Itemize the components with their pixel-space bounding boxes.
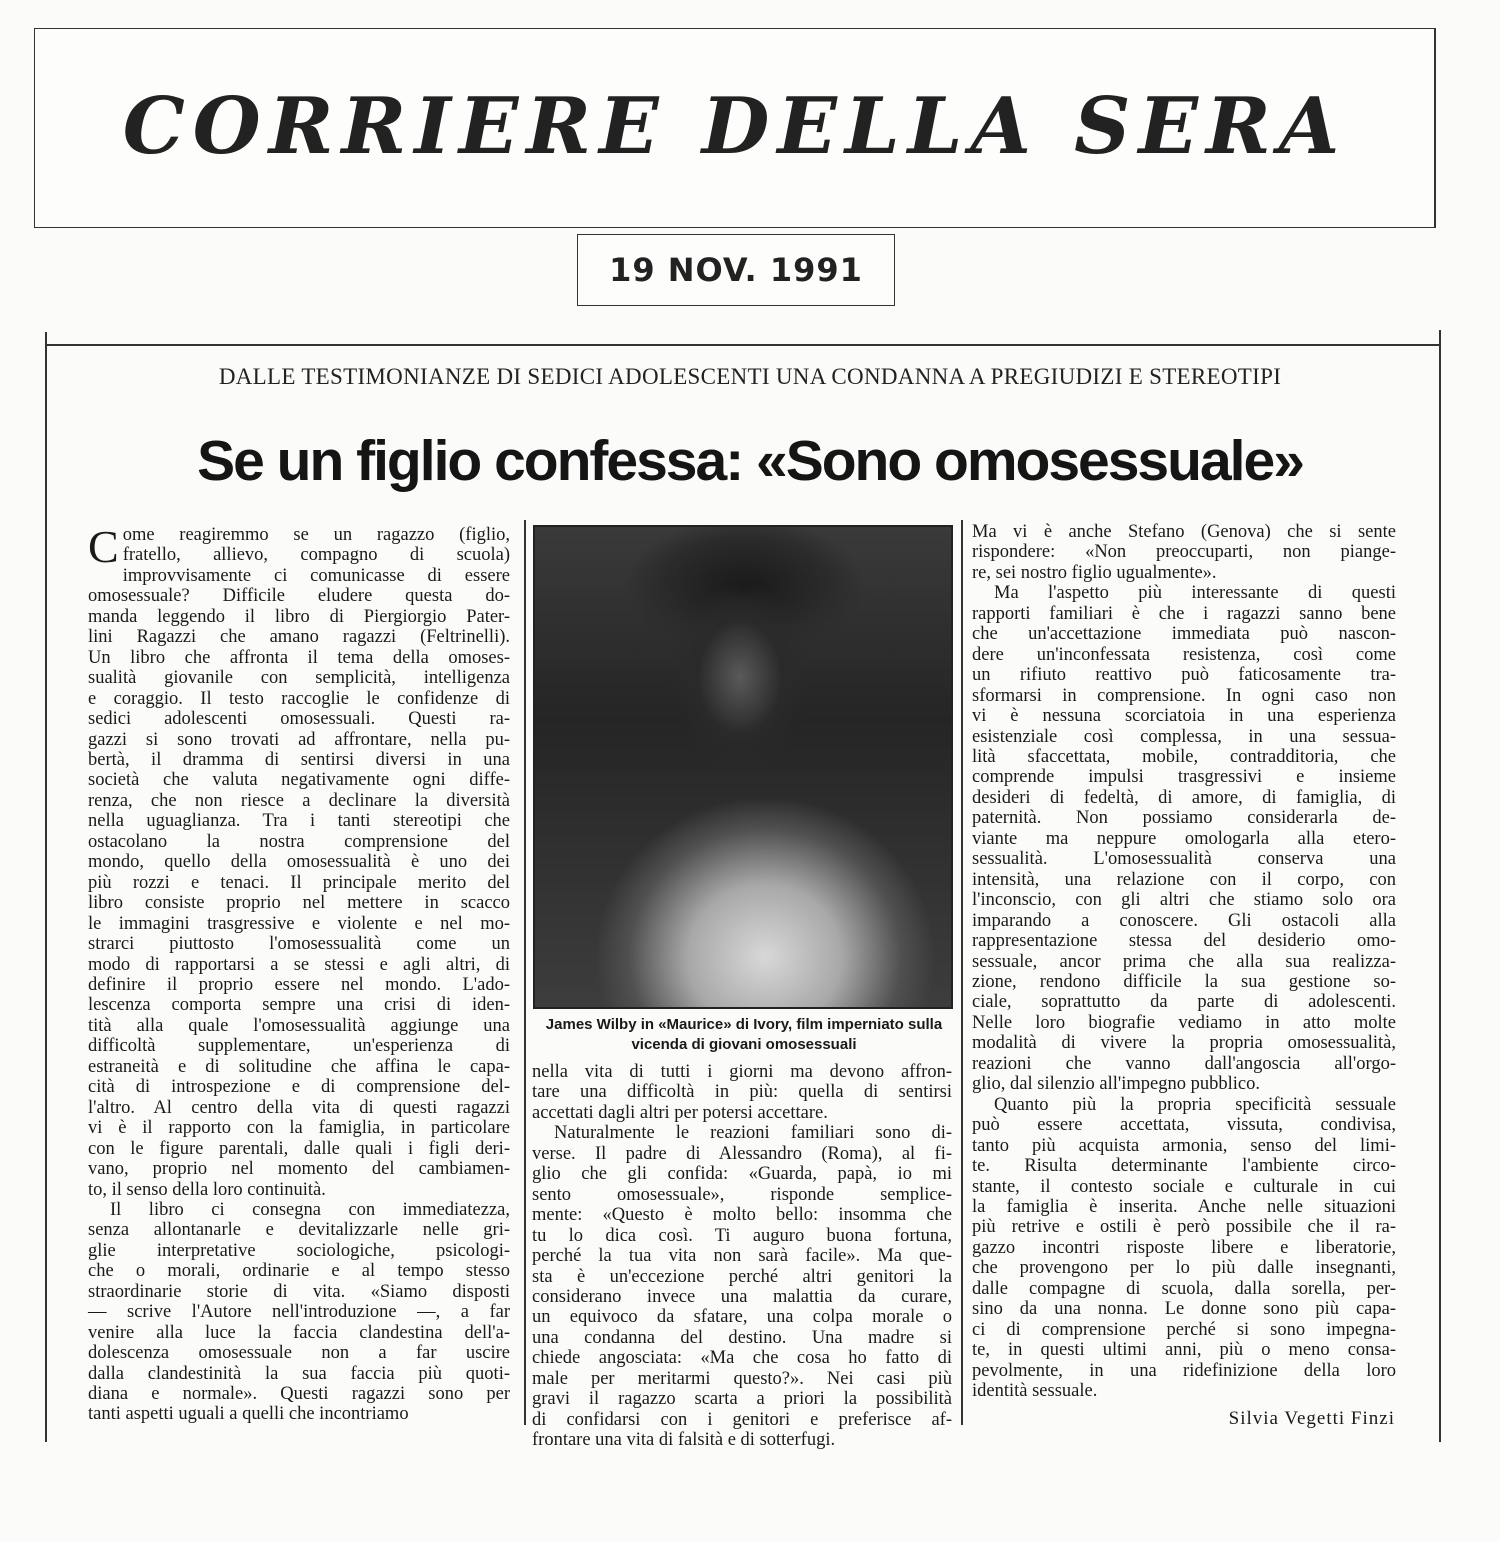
text-line-content: gazzo incontri risposte libere e liberatorie, (972, 1237, 1396, 1258)
text-line-content: nella vita di tutti i giorni ma devono affron- (532, 1062, 952, 1082)
text-line-content: sta è un'eccezione perché altri genitori la (532, 1266, 952, 1287)
text-line-content: te. Risulta determinante l'ambiente circo- (972, 1156, 1396, 1177)
text-line (88, 607, 510, 627)
text-line (88, 811, 510, 831)
text-line-content: una condanna del destino. Una madre si (532, 1327, 952, 1348)
text-line-content: venire alla luce la faccia clandestina dell'a- (88, 1322, 510, 1343)
text-line (972, 583, 1396, 603)
text-line (88, 1364, 510, 1384)
text-line (972, 1197, 1396, 1217)
text-line-content: re, sei nostro figlio ugualmente». (972, 562, 1217, 583)
text-line-content: desideri di fedeltà, di amore, di famiglia, di (972, 787, 1396, 808)
text-line-content: nella uguaglianza. Tra i tanti stereotipi che (88, 811, 510, 832)
text-line (88, 1057, 510, 1077)
text-line-content: dolescenza omosessuale non a far uscire (88, 1343, 510, 1364)
text-line-content: dalla clandestinità la sua faccia più quoti- (88, 1363, 510, 1384)
text-line (972, 829, 1396, 849)
text-line-content: comprende impulsi trasgressivi e insieme (972, 767, 1396, 788)
text-line (88, 689, 510, 709)
text-line (972, 788, 1396, 808)
text-line (532, 1164, 952, 1184)
text-line (88, 1098, 510, 1118)
text-line (972, 645, 1396, 665)
text-line (88, 1384, 510, 1404)
text-line (88, 1261, 510, 1281)
text-line-content: glio, dal silenzio all'impegno pubblico. (972, 1074, 1260, 1095)
text-line (972, 624, 1396, 644)
text-line (972, 767, 1396, 787)
text-line (88, 1220, 510, 1240)
text-line-content: lini Ragazzi che amano ragazzi (Feltrinelli). (88, 627, 510, 648)
text-line-content: sessualità. L'omosessualità conserva una (972, 849, 1396, 870)
text-line-content: che un'accettazione immediata può nascon- (972, 624, 1396, 645)
text-line (972, 727, 1396, 747)
text-line-content: lescenza comporta sempre una crisi di iden- (88, 995, 510, 1016)
text-line-content: diana e normale». Questi ragazzi sono per (88, 1384, 510, 1405)
text-line-content: estraneità e di solitudine che affina le capa- (88, 1056, 510, 1077)
text-line (532, 1389, 952, 1409)
text-line-content: — scrive l'Autore nell'introduzione —, a far (88, 1302, 510, 1323)
text-line (532, 1430, 952, 1450)
text-line (532, 1246, 952, 1266)
text-line-content: vi è il rapporto con la famiglia, in particolare (88, 1118, 510, 1139)
text-line-content: fratello, allievo, compagno di scuola) (122, 545, 510, 566)
text-line (972, 992, 1396, 1012)
text-line-content: Naturalmente le reazioni familiari sono di- (554, 1123, 952, 1144)
text-line (88, 791, 510, 811)
masthead-box (34, 28, 1436, 228)
text-line-content: le immagini trasgressive e violente e nel mo- (88, 913, 510, 934)
text-line-content: con le figure parentali, dalle quali i figli deri- (88, 1138, 510, 1159)
text-line (88, 545, 510, 565)
text-line (88, 1139, 510, 1159)
text-line (88, 627, 510, 647)
text-line (88, 709, 510, 729)
text-line (972, 563, 1396, 583)
text-line-content: sessuale, ancor prima che alla sua realizza- (972, 951, 1396, 972)
text-line-content: senza allontanarle e devitalizzarle nelle gri- (88, 1220, 510, 1241)
text-line-content: manda leggendo il libro di Piergiorgio Pater- (88, 606, 510, 627)
text-line-content: strarci piuttosto l'omosessualità come un (88, 934, 510, 955)
text-line (88, 914, 510, 934)
text-line-content: bertà, il dramma di sentirsi diversi in una (88, 749, 510, 770)
text-line (88, 995, 510, 1015)
text-line (972, 1340, 1396, 1360)
text-line-content: l'altro. Al centro della vita di questi ragazzi (88, 1097, 510, 1118)
text-line-content: rispondere: «Non preoccuparti, non piange- (972, 542, 1396, 563)
text-line-content: vi è nessuna scorciatoia in una esperienza (972, 706, 1396, 727)
drop-cap: C (88, 521, 119, 572)
text-line-content: Nelle loro biografie vediamo in atto molte (972, 1012, 1396, 1033)
text-line-content: ostacolano la nostra comprensione del (88, 831, 510, 852)
text-line-content: imparando a conoscere. Gli ostacoli alla (972, 910, 1396, 931)
article-column-1 (88, 521, 510, 1425)
date-stamp: 19 NOV. 1991 (609, 251, 863, 289)
text-line (88, 1118, 510, 1138)
text-line-content: Quanto più la propria specificità sessuale (994, 1094, 1396, 1115)
text-line (532, 1410, 952, 1430)
text-line (532, 1348, 952, 1368)
text-line-content: cità di introspezione e di comprensione del- (88, 1077, 510, 1098)
text-line-content: gazzi si sono trovati ad affrontare, nella pu- (88, 729, 510, 750)
text-line-content: omosessuale? Difficile eludere questa do- (88, 586, 510, 607)
text-line-content: ciale, soprattutto da parte di adolescenti. (972, 992, 1396, 1013)
text-line-content: società che valuta negativamente ogni diffe- (88, 770, 510, 791)
text-line (532, 1307, 952, 1327)
text-line (88, 975, 510, 995)
text-line (88, 852, 510, 872)
text-line (972, 1381, 1396, 1401)
text-line-content: ci di comprensione perché si sono impegna- (972, 1319, 1396, 1340)
text-line (972, 1217, 1396, 1237)
text-line (88, 730, 510, 750)
text-line (972, 931, 1396, 951)
text-line (88, 1200, 510, 1220)
text-line-content: la famiglia è inserita. Anche nelle situazioni (972, 1196, 1396, 1217)
text-line-content: to, il senso della loro continuità. (88, 1179, 326, 1200)
text-line-content: pevolmente, in una ridefinizione della loro (972, 1360, 1396, 1381)
text-line-content: libro consiste proprio nel mettere in scacco (88, 893, 510, 914)
article-border-left (45, 332, 47, 1442)
text-line-content: tanti aspetti uguali a quelli che incontriamo (88, 1404, 409, 1425)
text-line (972, 1115, 1396, 1135)
text-line (88, 1077, 510, 1097)
text-line (972, 849, 1396, 869)
text-line (972, 1299, 1396, 1319)
text-line-content: identità sessuale. (972, 1381, 1098, 1402)
text-line-content: dalle compagne di scuola, dalla sorella, per- (972, 1278, 1396, 1299)
text-line-content: tità alla quale l'omosessualità aggiunge una (88, 1015, 510, 1036)
text-line (88, 1036, 510, 1056)
text-line-content: mente: «Questo è molto bello: insomma che (532, 1205, 952, 1226)
text-line-content: ome reagiremmo se un ragazzo (figlio, (122, 525, 510, 545)
text-line (88, 566, 510, 586)
text-line (972, 870, 1396, 890)
text-line-content: rappresentazione stessa del desiderio omo- (972, 931, 1396, 952)
text-line-content: rapporti familiari è che i ragazzi sanno bene (972, 603, 1396, 624)
text-line-content: considerano invece una malattia da curare, (532, 1286, 952, 1307)
text-line-content: improvvisamente ci comunicasse di essere (122, 565, 510, 586)
article-column-3 (972, 522, 1396, 1401)
text-line (972, 1258, 1396, 1278)
text-line (972, 1074, 1396, 1094)
text-line-content: accettati dagli altri per potersi accettare. (532, 1102, 828, 1123)
photo-caption: James Wilby in «Maurice» di Ivory, film imperniato sulla vicenda di giovani omosessuali (545, 1016, 943, 1053)
text-line-content: tanto più acquista armonia, senso del limi- (972, 1135, 1396, 1156)
text-line-content: te, in questi ultimi anni, più o meno consa- (972, 1340, 1396, 1361)
column-divider-1 (524, 520, 526, 1425)
text-line-content: gravi il ragazzo scarta a priori la possibilità (532, 1389, 952, 1410)
text-line-content: può essere accettata, vissuta, condivisa, (972, 1115, 1396, 1136)
article-photo (533, 525, 953, 1009)
text-line-content: zione, rendono difficile la sua gestione so- (972, 971, 1396, 992)
text-line (88, 1323, 510, 1343)
text-line-content: dere un'inconfessata resistenza, così come (972, 644, 1396, 665)
article-border-right (1439, 330, 1441, 1442)
text-line (972, 706, 1396, 726)
text-line-content: paternità. Non possiamo considerarla de- (972, 808, 1396, 829)
text-line-content: definire il proprio essere nel mondo. L'ado- (88, 974, 510, 995)
text-line-content: Ma vi è anche Stefano (Genova) che si sente (972, 522, 1396, 542)
text-line (88, 1016, 510, 1036)
text-line (88, 1302, 510, 1322)
text-line-content: renza, che non riesce a declinare la diversità (88, 790, 510, 811)
text-line-content: perché la tua vita non sarà facile». Ma que- (532, 1246, 952, 1267)
text-line (972, 747, 1396, 767)
text-line (972, 1013, 1396, 1033)
text-line-content: più retrive e ostili è però possibile che il ra- (972, 1217, 1396, 1238)
text-line-content: chiede angosciata: «Ma che cosa ho fatto di (532, 1348, 952, 1369)
text-line (972, 890, 1396, 910)
text-line-content: lità sfaccettata, mobile, contradditoria, che (972, 746, 1396, 767)
text-line (532, 1287, 952, 1307)
text-line (972, 1320, 1396, 1340)
text-line (88, 873, 510, 893)
text-line-content: un rifiuto reattivo può faticosamente tra- (972, 665, 1396, 686)
text-line (972, 1238, 1396, 1258)
text-line (972, 1177, 1396, 1197)
text-line-content: viante ma neppure omologarla alla etero- (972, 828, 1396, 849)
text-line-content: frontare una vita di falsità e di sotterfugi. (532, 1430, 836, 1451)
column-divider-2 (961, 520, 963, 1425)
text-line (88, 832, 510, 852)
text-line (88, 586, 510, 606)
text-line (972, 1033, 1396, 1053)
text-line (972, 911, 1396, 931)
text-line-content: Ma l'aspetto più interessante di questi (994, 583, 1396, 604)
text-line-content: un equivoco da sfatare, una colpa morale o (532, 1307, 952, 1328)
text-line-content: modalità di vivere la propria omosessualità, (972, 1033, 1396, 1054)
text-line (972, 1279, 1396, 1299)
text-line (532, 1123, 952, 1143)
text-line (532, 1062, 952, 1082)
text-line (972, 665, 1396, 685)
text-line (972, 1361, 1396, 1381)
text-line (972, 542, 1396, 562)
text-line (972, 522, 1396, 542)
text-line (88, 1282, 510, 1302)
text-line-content: glie interpretative sociologiche, psicologi- (88, 1240, 510, 1261)
text-line-content: l'inconscio, con gli altri che stiamo solo ora (972, 890, 1396, 911)
text-line (532, 1369, 952, 1389)
text-line (972, 1054, 1396, 1074)
text-line (972, 1095, 1396, 1115)
text-line-content: difficoltà supplementare, un'esperienza di (88, 1036, 510, 1057)
text-line (532, 1144, 952, 1164)
text-line-content: e coraggio. Il testo raccoglie le confidenze di (88, 688, 510, 709)
article-border-top (45, 344, 1441, 346)
text-line-content: vano, proprio nel momento del cambiamen- (88, 1159, 510, 1180)
text-line (88, 770, 510, 790)
text-line (88, 1404, 510, 1424)
text-line (88, 1241, 510, 1261)
text-line (532, 1082, 952, 1102)
text-line (972, 952, 1396, 972)
byline: Silvia Vegetti Finzi (1228, 1408, 1395, 1429)
text-line-content: sualità giovanile con semplicità, intelligenza (88, 668, 510, 689)
text-line (88, 750, 510, 770)
text-line (972, 1136, 1396, 1156)
text-line-content: intensità, una relazione con il corpo, con (972, 869, 1396, 890)
text-line-content: sformarsi in comprensione. In ogni caso non (972, 685, 1396, 706)
text-line (88, 525, 510, 545)
text-line-content: verse. Il padre di Alessandro (Roma), al fi- (532, 1143, 952, 1164)
article-kicker: DALLE TESTIMONIANZE DI SEDICI ADOLESCENTI UNA CONDANNA A PREGIUDIZI E STEREOTIPI (218, 364, 1282, 389)
text-line-content: sedici adolescenti omosessuali. Questi ra- (88, 709, 510, 730)
text-line-content: stante, il contesto sociale e culturale in cui (972, 1176, 1396, 1197)
text-line (532, 1185, 952, 1205)
text-line (88, 1180, 510, 1200)
text-line-content: male per meritarmi questo?». Nei casi più (532, 1368, 952, 1389)
text-line-content: esistenziale così complessa, in una sessua- (972, 726, 1396, 747)
text-line (972, 808, 1396, 828)
text-line (532, 1226, 952, 1246)
text-line-content: tare una difficoltà in più: quella di sentirsi (532, 1082, 952, 1103)
text-line (88, 1343, 510, 1363)
text-line (532, 1267, 952, 1287)
text-line (88, 955, 510, 975)
text-line-content: Il libro ci consegna con immediatezza, (110, 1199, 510, 1220)
text-line-content: Un libro che affronta il tema della omoses- (88, 647, 510, 668)
masthead-logo: CORRIERE DELLA SERA (122, 81, 1348, 172)
text-line (972, 686, 1396, 706)
text-line (88, 1159, 510, 1179)
text-line-content: sento omosessuale», risponde semplice- (532, 1184, 952, 1205)
text-line-content: che provengono per lo più dalle insegnanti, (972, 1258, 1396, 1279)
text-line (532, 1205, 952, 1225)
text-line-content: straordinarie storie di vita. «Siamo disposti (88, 1281, 510, 1302)
date-stamp-box (577, 234, 895, 306)
text-line (972, 972, 1396, 992)
text-line-content: di confidarsi con i genitori e preferisce af- (532, 1409, 952, 1430)
text-line-content: più rozzi e tenaci. Il principale merito del (88, 872, 510, 893)
text-line-content: sino da una nonna. Le donne sono più capa- (972, 1299, 1396, 1320)
text-line-content: modo di rapportarsi a se stessi e agli altri, di (88, 954, 510, 975)
text-line (972, 604, 1396, 624)
text-line-content: che o morali, ordinarie e al tempo stesso (88, 1261, 510, 1282)
text-line (88, 648, 510, 668)
article-headline: Se un figlio confessa: «Sono omosessuale» (197, 429, 1303, 493)
text-line (532, 1328, 952, 1348)
text-line-content: tu lo dica così. Ti auguro buona fortuna, (532, 1225, 952, 1246)
text-line-content: mondo, quello della omosessualità è uno dei (88, 852, 510, 873)
text-line (88, 934, 510, 954)
text-line-content: glio che gli confida: «Guarda, papà, io mi (532, 1164, 952, 1185)
text-line (532, 1103, 952, 1123)
article-column-2 (532, 1062, 952, 1451)
text-line (88, 668, 510, 688)
text-line (88, 893, 510, 913)
text-line (972, 1156, 1396, 1176)
text-line-content: reazioni che vanno dall'angoscia all'orgo- (972, 1053, 1396, 1074)
